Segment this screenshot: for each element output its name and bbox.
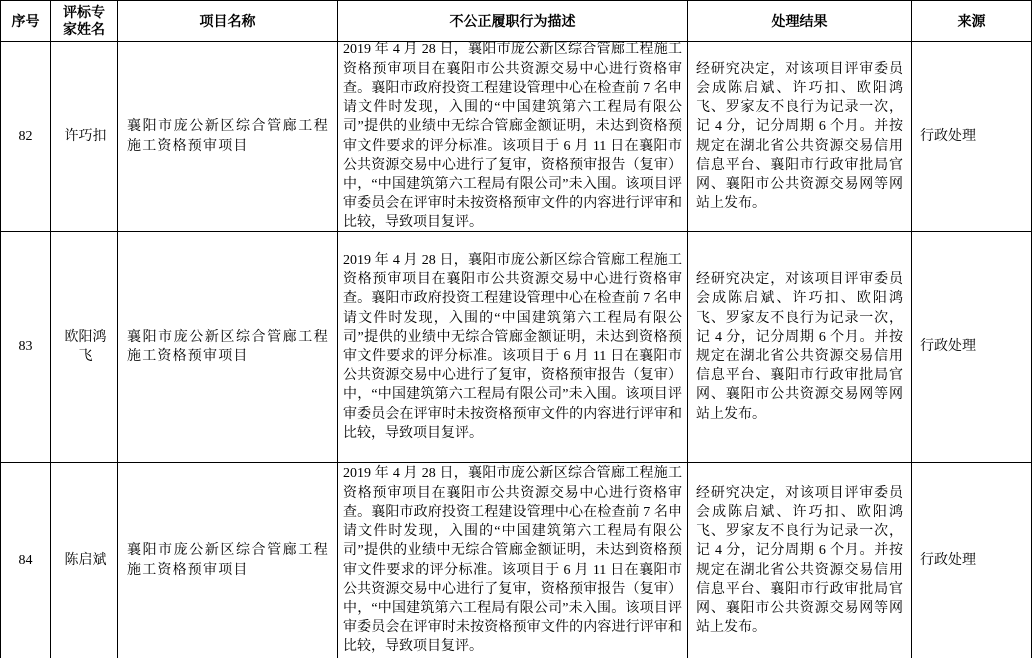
header-index-cell (1, 1, 51, 42)
header-index-label: 序号 (11, 12, 40, 29)
description-cell (338, 232, 688, 463)
handling-result: 经研究决定，对该项目评审委员会成陈启斌、许巧扣、欧阳鸿飞、罗家友不良行为记录一次，记 4 分，记分周期 6 个月。并按规定在湖北省公共资源交易信用信息平台、襄阳市行政审批局官网、襄阳市公共资源交易网等网站上发布。 (696, 272, 903, 422)
header-result-label: 处理结果 (771, 12, 828, 29)
source-label: 行政处理 (920, 128, 976, 144)
project-name: 襄阳市庞公新区综合管廊工程施工资格预审项目 (127, 543, 329, 578)
header-project-name-label: 项目名称 (199, 12, 256, 29)
source-cell (912, 232, 1032, 463)
source-label: 行政处理 (920, 339, 976, 355)
expert-name-cell (51, 232, 118, 463)
handling-result: 经研究决定，对该项目评审委员会成陈启斌、许巧扣、欧阳鸿飞、罗家友不良行为记录一次，记 4 分，记分周期 6 个月。并按规定在湖北省公共资源交易信用信息平台、襄阳市行政审批局官网、襄阳市公共资源交易网等网站上发布。 (696, 485, 903, 636)
project-name: 襄阳市庞公新区综合管廊工程施工资格预审项目 (127, 119, 329, 154)
index-cell (1, 232, 51, 463)
result-cell (688, 232, 912, 463)
header-description-cell (338, 1, 688, 42)
index-cell (1, 463, 51, 658)
expert-name: 欧阳鸿飞 (64, 329, 107, 364)
misconduct-description: 2019 年 4 月 28 日，襄阳市庞公新区综合管廊工程施工资格预审项目在襄阳市公共资源交易中心进行资格审查。襄阳市政府投资工程建设管理中心在检查前 7 名申请文件时发现，入围的“中国建筑第六工程局有限公司”提供的业绩中无综合管廊金额证明，未达到资格预审文件要求的评分标准。该项目于 6 月 11 日在襄阳市公共资源交易中心进行了复审，资格预审报告（复审）中，“中国建筑第六工程局有限公司”未入围。该项目评审委员会在评审时未按资格预审文件的内容进行评审和比较，导致项目复评。 (343, 466, 682, 655)
header-expert-name-label: 评标专家姓名 (62, 4, 105, 37)
misconduct-description: 2019 年 4 月 28 日，襄阳市庞公新区综合管廊工程施工资格预审项目在襄阳市公共资源交易中心进行资格审查。襄阳市政府投资工程建设管理中心在检查前 7 名申请文件时发现，入围的“中国建筑第六工程局有限公司”提供的业绩中无综合管廊金额证明，未达到资格预审文件要求的评分标准。该项目于 6 月 11 日在襄阳市公共资源交易中心进行了复审，资格预审报告（复审）中，“中国建筑第六工程局有限公司”未入围。该项目评审委员会在评审时未按资格预审文件的内容进行评审和比较，导致项目复评。 (343, 42, 682, 231)
result-cell (688, 42, 912, 232)
misconduct-description: 2019 年 4 月 28 日，襄阳市庞公新区综合管廊工程施工资格预审项目在襄阳市公共资源交易中心进行资格审查。襄阳市政府投资工程建设管理中心在检查前 7 名申请文件时发现，入围的“中国建筑第六工程局有限公司”提供的业绩中无综合管廊金额证明，未达到资格预审文件要求的评分标准。该项目于 6 月 11 日在襄阳市公共资源交易中心进行了复审，资格预审报告（复审）中，“中国建筑第六工程局有限公司”未入围。该项目评审委员会在评审时未按资格预审文件的内容进行评审和比较，导致项目复评。 (343, 252, 682, 441)
row-index: 83 (18, 339, 33, 355)
result-cell (688, 463, 912, 658)
row-index: 82 (18, 128, 33, 144)
header-expert-name-cell (51, 1, 118, 42)
expert-name: 许巧扣 (64, 128, 107, 144)
index-cell (1, 42, 51, 232)
source-cell (912, 42, 1032, 232)
handling-result: 经研究决定，对该项目评审委员会成陈启斌、许巧扣、欧阳鸿飞、罗家友不良行为记录一次，记 4 分，记分周期 6 个月。并按规定在湖北省公共资源交易信用信息平台、襄阳市行政审批局官网、襄阳市公共资源交易网等网站上发布。 (696, 61, 903, 212)
expert-name-cell (51, 463, 118, 658)
header-description-label: 不公正履职行为描述 (449, 12, 576, 29)
header-project-name-cell (118, 1, 338, 42)
row-index: 84 (18, 552, 33, 568)
header-source-label: 来源 (957, 12, 986, 29)
project-name: 襄阳市庞公新区综合管廊工程施工资格预审项目 (127, 329, 329, 364)
source-label: 行政处理 (920, 552, 976, 568)
source-cell (912, 463, 1032, 658)
project-name-cell (118, 463, 338, 658)
expert-name-cell (51, 42, 118, 232)
header-source-cell (912, 1, 1032, 42)
expert-name: 陈启斌 (64, 552, 107, 568)
project-name-cell (118, 232, 338, 463)
description-cell (338, 463, 688, 658)
project-name-cell (118, 42, 338, 232)
description-cell (338, 42, 688, 232)
header-result-cell (688, 1, 912, 42)
